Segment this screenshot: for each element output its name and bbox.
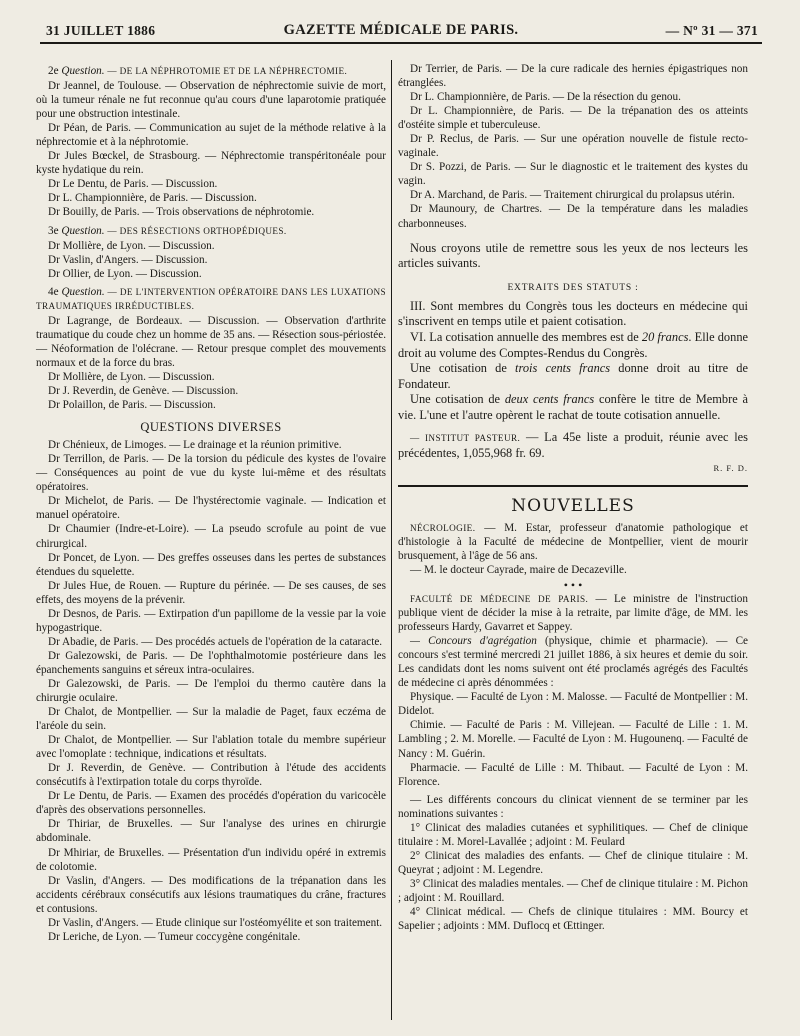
cotisation-membre-amount: deux cents francs <box>504 392 595 407</box>
list-item: Dr Lagrange, de Bordeaux. — Discussion. — Observation d'arthrite traumatique du coude chez un homme de 35 ans. — Résection sous-périostée. — Néoformation de l'olécrane. — Retour presque complet des mouvements normaux et de la force du bras. <box>36 314 386 369</box>
question-2-number: 2e <box>48 65 59 77</box>
question-4-number: 4e <box>48 285 59 298</box>
cayrade-notice: — M. le docteur Cayrade, maire de Decazeville. <box>410 563 627 576</box>
article-6-amount: 20 francs <box>641 329 689 344</box>
list-item: 3° Clinicat des maladies mentales. — Chef de clinique titulaire : M. Pichon ; adjoint : M. Rouillard. <box>398 877 748 904</box>
cotisation-fondateur-amount: trois cents francs <box>515 361 611 376</box>
list-item: Dr Péan, de Paris. — Communication au sujet de la méthode relative à la néphrectomie et à la néphrotomie. <box>36 122 386 149</box>
cotisation-fondateur-pre: Une cotisation de <box>410 361 516 376</box>
list-item: 4° Clinicat médical. — Chefs de clinique titulaires : MM. Bourcy et Sapelier ; adjoints : MM. Duflocq et Œttinger. <box>398 906 748 933</box>
question-3-heading <box>36 224 386 238</box>
column-divider <box>391 60 392 1020</box>
list-item: Dr Jules Bœckel, de Strasbourg. — Néphrectomie transpéritonéale pour kyste hydatique du rein. <box>36 150 386 177</box>
physique-results: Physique. — Faculté de Lyon : M. Malosse. — Faculté de Montpellier : M. Didelot. <box>398 691 748 718</box>
nouvelles-title: NOUVELLES <box>511 495 635 516</box>
page-header <box>40 18 762 44</box>
list-item: Dr Le Dentu, de Paris. — Discussion. <box>48 178 218 191</box>
clinicat-intro: — Les différents concours du clinicat viennent de se terminer par les nominations suivantes : <box>398 793 748 820</box>
header-issue: — Nº 31 — 371 <box>665 23 758 38</box>
question-4-title: — DE L'INTERVENTION OPÉRATOIRE DANS LES LUXATIONS TRAUMATIQUES IRRÉDUCTIBLES. <box>36 286 387 311</box>
left-column <box>36 62 386 944</box>
list-item: Dr Galezowski, de Paris. — De l'emploi du thermo cautère dans la chirurgie oculaire. <box>36 677 386 705</box>
question-3-number: 3e <box>48 224 59 237</box>
list-item: Dr Vaslin, d'Angers. — Etude clinique sur l'ostéomyélite et son traitement. <box>48 916 383 929</box>
list-item: Dr Terrier, de Paris. — De la cure radicale des hernies épigastriques non étranglées. <box>398 63 748 90</box>
concours-text: (physique, chimie et pharmacie). — Ce concours s'est terminé mercredi 21 juillet 1886, à six heures et demie du soir. Les candidats dont les noms suivent ont été proclamés agrégés des Facultés de médecine ci après dénommées : <box>398 635 748 690</box>
cotisation-membre-pre: Une cotisation de <box>410 392 505 407</box>
list-item: Dr Desnos, de Paris. — Extirpation d'un papillome de la vessie par la voie hypogastrique. <box>36 607 386 634</box>
necrologie-label: NÉCROLOGIE. <box>410 522 476 533</box>
concours-label: — Concours d'agrégation <box>410 635 537 648</box>
separator-dots: • • • <box>563 578 583 593</box>
list-item: Dr Leriche, de Lyon. — Tumeur coccygène congénitale. <box>48 930 301 943</box>
list-item: Dr L. Championnière, de Paris. — De la résection du genou. <box>410 91 681 104</box>
list-item: Dr L. Championnière, de Paris. — De la trépanation des os atteints d'ostéite simple et tuberculeuse. <box>398 105 748 132</box>
signature: R. F. D. <box>713 462 748 473</box>
list-item: Dr Terrillon, de Paris. — De la torsion du pédicule des kystes de l'ovaire — Conséquences au point de vue du kyste lui-même et des résultats opératoires. <box>36 453 386 494</box>
clinicat-items <box>398 821 748 933</box>
section-rule <box>398 485 748 487</box>
faculte-paris <box>398 592 748 634</box>
list-item: Dr J. Reverdin, de Genève. — Discussion. <box>48 385 239 398</box>
faculte-label: FACULTÉ DE MÉDECINE DE PARIS. <box>410 594 589 605</box>
cotisation-membre <box>398 392 748 423</box>
cotisation-fondateur <box>398 361 748 392</box>
list-item: Dr Chalot, de Montpellier. — Sur l'ablation totale du membre supérieur avec l'omoplate : technique, indications et résultats. <box>36 734 386 761</box>
list-item: Dr Michelot, de Paris. — De l'hystérectomie vaginale. — Indication et manuel opératoire. <box>36 495 386 522</box>
list-item: Dr Le Dentu, de Paris. — Examen des procédés d'opération du varicocèle d'après des observations personnelles. <box>36 790 386 817</box>
questions-diverses-items <box>36 438 386 944</box>
question-4-label: Question. <box>61 285 105 298</box>
header-date: 31 JUILLET 1886 <box>46 23 156 38</box>
institut-pasteur <box>398 430 748 462</box>
list-item: Dr Chalot, de Montpellier. — Sur la maladie de Paget, faux eczéma de l'aréole du sein. <box>36 706 386 733</box>
question-2-label: Question. <box>61 65 105 77</box>
list-item: Dr Thiriar, de Bruxelles. — Sur l'analyse des urines en chirurgie abdominale. <box>36 818 386 845</box>
list-item: Dr P. Reclus, de Paris. — Sur une opération nouvelle de fistule recto-vaginale. <box>398 133 748 160</box>
header-title: GAZETTE MÉDICALE DE PARIS. <box>283 22 519 38</box>
question-4-heading <box>36 285 386 313</box>
list-item: Dr Ollier, de Lyon. — Discussion. <box>48 267 202 280</box>
article-6-post: . Elle donne droit au volume des Comptes-Rendus du Congrès. <box>398 329 749 360</box>
extraits-title: EXTRAITS DES STATUTS : <box>507 282 639 293</box>
list-item: 2° Clinicat des maladies des enfants. — Chef de clinique titulaire : M. Queyrat ; adjoint : M. Legendre. <box>398 849 748 876</box>
institut-pasteur-label: — INSTITUT PASTEUR. <box>410 432 521 443</box>
list-item: Dr Galezowski, de Paris. — De l'ophthalmotomie postérieure dans les épanchements sanguins et séreux intra-oculaires. <box>36 649 386 676</box>
list-item: Dr Maunoury, de Chartres. — De la température dans les maladies charbonneuses. <box>398 203 748 230</box>
concours-agregation <box>398 634 748 690</box>
institut-pasteur-text: — La 45e liste a produit, réunie avec les précédentes, 1,055,968 fr. 69. <box>398 429 748 461</box>
question-2-items <box>36 79 386 219</box>
list-item: Dr Vaslin, d'Angers. — Discussion. <box>48 253 208 266</box>
faculte-text: — Le ministre de l'instruction publique vient de décider la mise à la retraite, par limite d'âge, de MM. les professeurs Hardy, Gavarret et Sappey. <box>398 593 748 634</box>
question-2-heading <box>36 64 386 78</box>
list-item: Dr A. Marchand, de Paris. — Traitement chirurgical du prolapsus utérin. <box>410 189 735 202</box>
cotisation-fondateur-post: donne droit au titre de Fondateur. <box>398 361 749 391</box>
article-6 <box>398 330 748 361</box>
list-item: Dr Poncet, de Lyon. — Des greffes osseuses dans les pertes de substances étendues du squelette. <box>36 551 386 578</box>
questions-diverses-title: QUESTIONS DIVERSES <box>140 420 282 435</box>
cotisation-membre-post: confère le titre de Membre à vie. L'une et l'autre opèrent le rachat de toute cotisation annuelle. <box>398 392 748 422</box>
article-3: III. Sont membres du Congrès tous les docteurs en médecine qui s'inscrivent en temps utile et paient cotisation. <box>398 298 748 329</box>
list-item: Dr L. Championnière, de Paris. — Discussion. <box>48 192 257 205</box>
list-item: Dr Mhiriar, de Bruxelles. — Présentation d'un individu opéré in extremis de colotomie. <box>36 846 386 873</box>
article-6-pre: VI. La cotisation annuelle des membres est de <box>410 329 642 344</box>
list-item: Dr Abadie, de Paris. — Des procédés actuels de l'opération de la cataracte. <box>48 635 383 648</box>
list-item: Dr S. Pozzi, de Paris. — Sur le diagnostic et le traitement des kystes du vagin. <box>398 161 748 188</box>
necrologie-text: — M. Estar, professeur d'anatomie pathologique et d'histologie à la Faculté de médecine de Montpellier, vient de mourir brusquement, à l'âge de 56 ans. <box>398 521 748 562</box>
list-item: 1° Clinicat des maladies cutanées et syphilitiques. — Chef de clinique titulaire : M. Morel-Lavallée ; adjoint : M. Feulard <box>398 821 748 848</box>
list-item: Dr Jules Hue, de Rouen. — Rupture du périnée. — De ses causes, de ses effets, des moyens de la prévenir. <box>36 579 386 606</box>
list-item: Dr Bouilly, de Paris. — Trois observations de néphrotomie. <box>48 206 315 219</box>
question-3-items <box>36 239 386 281</box>
necrologie <box>398 521 748 563</box>
chimie-results: Chimie. — Faculté de Paris : M. Villejean. — Faculté de Lille : 1. M. Lambling ; 2. M. Morelle. — Faculté de Lyon : M. Hugounenq. — Faculté de Nancy : M. Guérin. <box>398 719 748 760</box>
right-column <box>398 62 748 933</box>
pharmacie-results: Pharmacie. — Faculté de Lille : M. Thibaut. — Faculté de Lyon : M. Florence. <box>398 761 748 788</box>
list-item: Dr Mollière, de Lyon. — Discussion. <box>48 239 215 252</box>
question-3-label: Question. <box>61 224 105 237</box>
question-2-title: — DE LA NÉPHROTOMIE ET DE LA NÉPHRECTOMIE. <box>107 66 348 76</box>
list-item: Dr Vaslin, d'Angers. — Des modifications de la trépanation dans les accidents cérébraux consécutifs aux lésions traumatiques du crâne, fractures et contusions. <box>36 874 386 915</box>
list-item: Dr Chénieux, de Limoges. — Le drainage et la réunion primitive. <box>48 439 342 452</box>
question-3-title: — DES RÉSECTIONS ORTHOPÉDIQUES. <box>107 225 287 236</box>
list-item: Dr Jeannel, de Toulouse. — Observation de néphrectomie suivie de mort, où la tumeur rénale ne fut reconnue qu'au cours d'une laparotomie pratiquée pour une obstruction intestinale. <box>36 80 386 121</box>
list-item: Dr Mollière, de Lyon. — Discussion. <box>48 370 215 383</box>
list-item: Dr J. Reverdin, de Genève. — Contribution à l'étude des accidents consécutifs à l'extirpation totale du corps thyroïde. <box>36 762 386 789</box>
list-item: Dr Chaumier (Indre-et-Loire). — La pseudo scrofule au point de vue chirurgical. <box>36 523 386 550</box>
right-top-items <box>398 62 748 231</box>
intro-paragraph: Nous croyons utile de remettre sous les yeux de nos lecteurs les articles suivants. <box>398 240 748 271</box>
question-4-items <box>36 314 386 412</box>
list-item: Dr Polaillon, de Paris. — Discussion. <box>48 399 216 412</box>
